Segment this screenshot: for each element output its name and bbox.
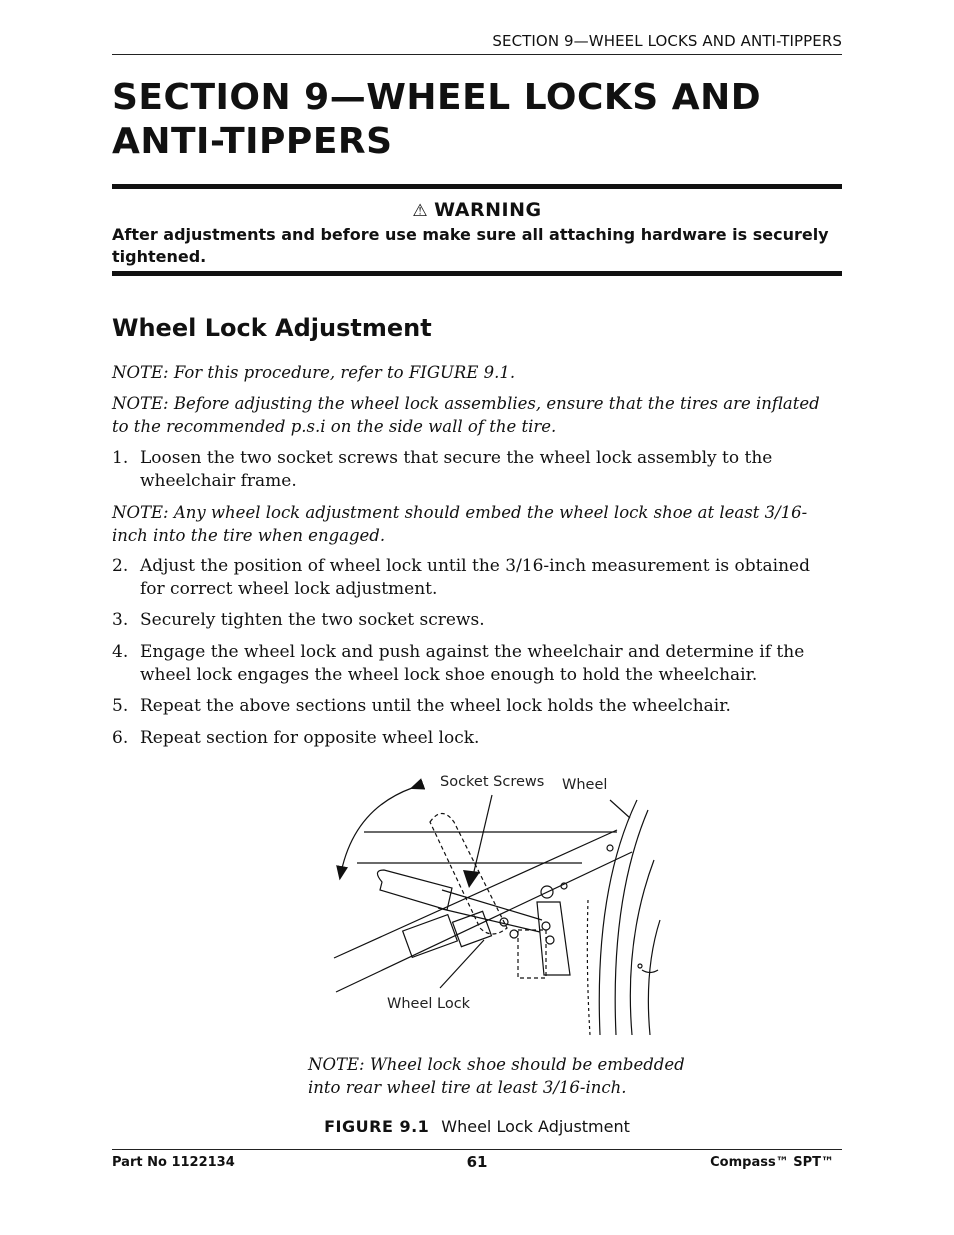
step-text: Securely tighten the two socket screws. [140, 610, 485, 630]
footer-product-name: Compass™ SPT™ [710, 1155, 834, 1170]
step-number: 2. [112, 556, 129, 576]
wheel-lock-figure [332, 770, 662, 1040]
warning-triangle-icon: ⚠ [412, 201, 429, 221]
figure-note: NOTE: Wheel lock shoe should be embedded into rear wheel tire at least 3/16-inch. [308, 1055, 685, 1097]
running-head: SECTION 9—WHEEL LOCKS AND ANTI-TIPPERS [112, 32, 842, 55]
wheel-lock-illustration [332, 770, 662, 1040]
step-number: 5. [112, 696, 129, 716]
note-refer-figure: NOTE: For this procedure, refer to FIGURE 9.1. [112, 363, 516, 382]
warning-heading [112, 199, 842, 221]
page-title-line-1: SECTION 9—WHEEL LOCKS AND [112, 77, 762, 118]
figure-caption-text: Wheel Lock Adjustment [441, 1117, 630, 1136]
label-wheel: Wheel [562, 777, 608, 793]
step-number: 1. [112, 448, 129, 468]
page-title-line-2: ANTI-TIPPERS [112, 121, 393, 162]
step-number: 6. [112, 728, 129, 748]
note-tire-inflation: NOTE: Before adjusting the wheel lock assemblies, ensure that the tires are inflated to the recommended p.s.i on the side wall of the tire. [112, 394, 820, 436]
label-wheel-lock: Wheel Lock [387, 996, 471, 1012]
step-number: 4. [112, 642, 129, 662]
section-heading: Wheel Lock Adjustment [112, 314, 432, 342]
step-number: 3. [112, 610, 129, 630]
step-text: Engage the wheel lock and push against the wheelchair and determine if the wheel lock engages the wheel lock shoe enough to hold the wheelchair. [140, 642, 805, 685]
step-text: Loosen the two socket screws that secure the wheel lock assembly to the wheelchair frame. [140, 448, 773, 491]
footer-rule [112, 1149, 842, 1150]
page-title [112, 76, 842, 164]
warning-box [112, 184, 842, 276]
figure-number: FIGURE 9.1 [324, 1117, 430, 1136]
note-embed-shoe: NOTE: Any wheel lock adjustment should embed the wheel lock shoe at least 3/16-inch into the tire when engaged. [112, 503, 808, 545]
figure-caption [112, 1117, 842, 1136]
footer-page-number: 61 [466, 1153, 488, 1171]
footer-part-number: Part No 1122134 [112, 1155, 235, 1170]
step-text: Repeat section for opposite wheel lock. [140, 728, 480, 748]
label-socket-screws: Socket Screws [440, 774, 545, 790]
warning-text: After adjustments and before use make sure all attaching hardware is securely tightened. [112, 225, 829, 266]
step-text: Adjust the position of wheel lock until the 3/16-inch measurement is obtained for correct wheel lock adjustment. [140, 556, 810, 599]
step-text: Repeat the above sections until the wheel lock holds the wheelchair. [140, 696, 731, 716]
warning-heading-text: WARNING [434, 199, 542, 221]
